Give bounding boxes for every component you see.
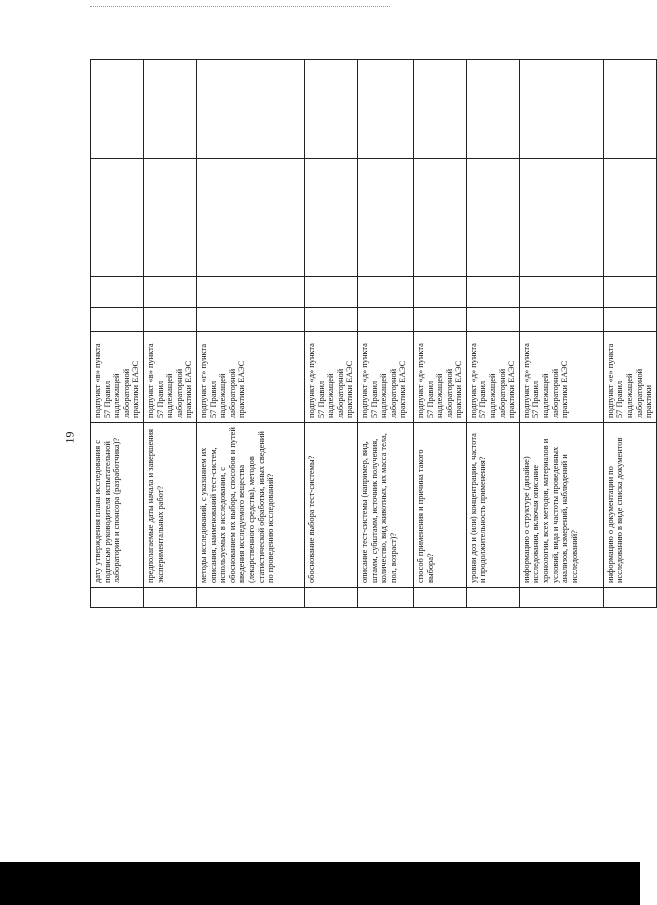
cell-note — [143, 60, 196, 159]
cell-reference: подпункт «д» пункта 57 Правил надлежащей лабораторной практики ЕАЭС — [413, 332, 466, 423]
cell-question: информацию о документации по исследованию в виде списка документов — [603, 423, 656, 588]
cell-yes — [196, 308, 304, 332]
cell-question: методы исследований, с указанием их описания, наименований тест-систем, используемых в исследовании, с обоснованием их выбора, способов и путей введения исследуемого вещества (лекарственного средства), методов статистической обработки, иных сведений по проведению исследований? — [196, 423, 304, 588]
cell-na — [357, 159, 413, 277]
table-row — [91, 60, 144, 608]
cell-question: способ применения и причина такого выбора? — [413, 423, 466, 588]
cell-number — [519, 588, 603, 608]
table-row — [603, 60, 656, 608]
cell-no — [603, 277, 656, 308]
rotated-table-wrapper — [90, 60, 654, 608]
cell-question: предполагаемые даты начала и завершения экспериментальных работ? — [143, 423, 196, 588]
checklist-table — [90, 59, 657, 608]
cell-yes — [304, 308, 357, 332]
cell-reference: подпункт «д» пункта 57 Правил надлежащей лабораторной практики ЕАЭС — [466, 332, 519, 423]
cell-reference: подпункт «в» пункта 57 Правил надлежащей лабораторной практики ЕАЭС — [91, 332, 144, 423]
cell-no — [196, 277, 304, 308]
cell-yes — [603, 308, 656, 332]
cell-na — [91, 159, 144, 277]
cell-na — [143, 159, 196, 277]
cell-na — [519, 159, 603, 277]
cell-note — [91, 60, 144, 159]
cell-no — [413, 277, 466, 308]
page-number: 19 — [62, 431, 77, 444]
scan-artifact-line — [90, 6, 390, 7]
table-row — [519, 60, 603, 608]
cell-reference: подпункт «е» пункта 57 Правил надлежащей лабораторной практики — [603, 332, 656, 423]
cell-reference: подпункт «г» пункта 57 Правил надлежащей лабораторной практики ЕАЭС — [196, 332, 304, 423]
cell-question: дату утверждения плана исследования с подписью руководителя испытательной лаборатории и спонсора (разработчика)? — [91, 423, 144, 588]
cell-no — [357, 277, 413, 308]
cell-number — [466, 588, 519, 608]
cell-reference: подпункт «д» пункта 57 Правил надлежащей лабораторной практики ЕАЭС — [519, 332, 603, 423]
table-row — [304, 60, 357, 608]
cell-no — [519, 277, 603, 308]
cell-number — [413, 588, 466, 608]
cell-note — [413, 60, 466, 159]
table-row — [413, 60, 466, 608]
cell-note — [196, 60, 304, 159]
cell-no — [466, 277, 519, 308]
cell-number — [304, 588, 357, 608]
cell-question: уровни доз и (или) концентрации, частота и продолжительность применения? — [466, 423, 519, 588]
cell-note — [519, 60, 603, 159]
scan-border-bottom — [0, 862, 640, 905]
cell-na — [413, 159, 466, 277]
cell-no — [91, 277, 144, 308]
table-row — [143, 60, 196, 608]
cell-number — [143, 588, 196, 608]
cell-yes — [357, 308, 413, 332]
cell-yes — [91, 308, 144, 332]
cell-reference: подпункт «д» пункта 57 Правил надлежащей лабораторной практики ЕАЭС — [304, 332, 357, 423]
cell-na — [196, 159, 304, 277]
cell-note — [603, 60, 656, 159]
cell-number — [196, 588, 304, 608]
cell-note — [466, 60, 519, 159]
table-row — [357, 60, 413, 608]
cell-number — [603, 588, 656, 608]
cell-yes — [519, 308, 603, 332]
cell-na — [466, 159, 519, 277]
cell-note — [304, 60, 357, 159]
cell-reference: подпункт «д» пункта 57 Правил надлежащей лабораторной практики ЕАЭС — [357, 332, 413, 423]
cell-yes — [413, 308, 466, 332]
cell-na — [603, 159, 656, 277]
cell-no — [143, 277, 196, 308]
cell-no — [304, 277, 357, 308]
cell-note — [357, 60, 413, 159]
cell-na — [304, 159, 357, 277]
cell-question: информацию о структуре (дизайне) исследования, включая описание хронологии, всех методов, материалов и условий, вида и частоты проведенных анализов, измерений, наблюдений и исследований? — [519, 423, 603, 588]
cell-question: описание тест-системы (например, вид, штамм, субштамм, источник получения, количество, вид животных, их масса тела, пол, возраст)? — [357, 423, 413, 588]
cell-number — [357, 588, 413, 608]
cell-question: обоснование выбора тест-системы? — [304, 423, 357, 588]
cell-reference: подпункт «в» пункта 57 Правил надлежащей лабораторной практики ЕАЭС — [143, 332, 196, 423]
table-row — [196, 60, 304, 608]
cell-yes — [143, 308, 196, 332]
table-row — [466, 60, 519, 608]
cell-yes — [466, 308, 519, 332]
cell-number — [91, 588, 144, 608]
